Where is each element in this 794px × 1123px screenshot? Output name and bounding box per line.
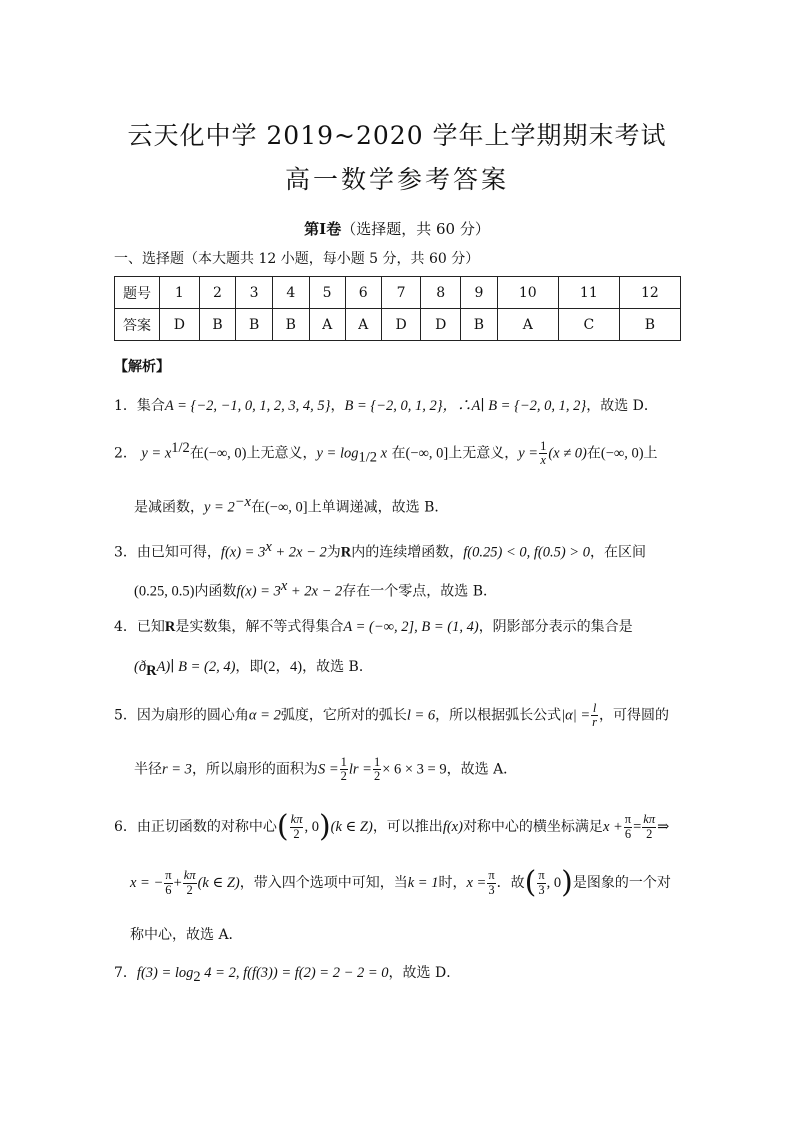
math-angle: α = 2 (248, 707, 281, 724)
math-exponent: −x (234, 494, 251, 510)
answer-table (114, 276, 681, 341)
fraction-denominator: 2 (293, 826, 300, 841)
math-fraction (290, 813, 304, 840)
math-zero: , 0 (546, 875, 562, 891)
fraction-numerator: kπ (643, 812, 656, 827)
section-heading (0, 218, 794, 239)
text: ，即 (235, 659, 264, 675)
analysis-q3-line2 (134, 578, 497, 601)
text: ，故选 B． (302, 659, 373, 675)
text: ，故选 D． (388, 965, 461, 981)
text: ，在区间 (589, 544, 646, 561)
text: 在 (189, 445, 204, 462)
math-lhs: S = (317, 761, 339, 778)
math-expression: f(3) = log (136, 965, 194, 981)
math-k-integer: (k ∈ Z) (330, 819, 373, 835)
math-set-b: B = {−2, 0, 1, 2} (344, 398, 443, 414)
analysis-q7 (114, 962, 460, 986)
left-paren: ( (524, 865, 537, 900)
math-implies: ⇒ (657, 819, 670, 835)
fraction-denominator: 6 (624, 826, 632, 841)
text: 上单调递减，故选 B． (307, 499, 449, 516)
math-mid: lr = (348, 761, 372, 778)
question-number: 10 (497, 277, 558, 309)
fraction-numerator: kπ (290, 812, 303, 827)
exam-subtitle: 高一数学参考答案 (284, 165, 509, 194)
analysis-q1 (114, 394, 658, 415)
math-function: f(x) = 3 (220, 544, 266, 561)
right-paren: ) (318, 809, 331, 844)
text: ．故 (496, 875, 525, 891)
text: 在 (391, 445, 406, 462)
text: ，阴影部分表示的集合是 (478, 619, 633, 635)
analysis-q5-line1 (114, 702, 669, 729)
text: 为 (326, 544, 341, 561)
math-arc: l = 6 (406, 707, 436, 724)
fraction-denominator: 2 (646, 826, 653, 841)
answer-cell: D (160, 309, 200, 341)
analysis-q6-line2 (130, 865, 671, 900)
fraction-numerator: 1 (340, 755, 347, 769)
math-set-a: A = {−2, −1, 0, 1, 2, 3, 4, 5} (164, 398, 331, 414)
fraction-denominator: 3 (488, 882, 495, 897)
question-number: 7 (381, 277, 421, 309)
analysis-heading: 【解析】 (114, 359, 170, 375)
text: 上 (643, 445, 658, 462)
math-intersection: ，∴A∣ B = {−2, 0, 1, 2} (442, 398, 587, 414)
row-label-answer: 答案 (115, 309, 160, 341)
fraction-denominator: 2 (186, 882, 193, 897)
text: ，可以推出 (372, 819, 443, 835)
question-number: 5 (309, 277, 345, 309)
math-interval: (2，4) (263, 659, 303, 675)
q-number: 5． (114, 707, 137, 724)
fraction-denominator: 2 (373, 769, 381, 784)
question-number: 8 (421, 277, 461, 309)
math-interval: (0.25, 0.5) (134, 583, 195, 600)
math-fraction (537, 869, 545, 896)
text: 半径 (134, 761, 162, 778)
text: ，故选 D． (586, 398, 658, 414)
analysis-q3-line1 (114, 539, 646, 562)
math-exp-fn: y = 2 (204, 499, 235, 516)
analysis-q4-line1 (114, 616, 633, 636)
math-fx: f(x) (442, 819, 463, 835)
fraction-denominator: x (540, 453, 546, 468)
text: 上无意义， (448, 445, 519, 462)
exam-title: 云天化中学 2019~2020 学年上学期期末考试 (127, 121, 667, 150)
q-number: 2． (114, 445, 137, 462)
math-log-base: 1/2 (358, 449, 378, 466)
math-exponent: x (280, 578, 288, 594)
text: 时， (438, 875, 467, 891)
section-detail: （选择题，共 60 分） (341, 220, 490, 238)
math-reals: R (164, 619, 176, 635)
fraction-denominator: 2 (340, 769, 347, 784)
math-condition: (x ≠ 0) (548, 445, 587, 462)
text: 存在一个零点，故选 B． (342, 583, 498, 600)
answer-cell: A (309, 309, 345, 341)
math-k-integer: (k ∈ Z) (197, 875, 240, 891)
text: 在 (250, 499, 265, 516)
math-function: f(x) = 3 (236, 583, 281, 600)
math-lhs: x + (602, 819, 623, 835)
math-log-arg: x (377, 445, 388, 462)
math-power: y = x (141, 445, 172, 462)
answer-cell: B (461, 309, 498, 341)
answer-cell: B (619, 309, 680, 341)
fraction-numerator: l (592, 701, 597, 715)
analysis-q4-line2 (134, 655, 373, 680)
text: 在 (586, 445, 601, 462)
text: ，带入四个选项中可知，当 (239, 875, 408, 891)
analysis-q6-line1 (114, 809, 670, 844)
fraction-numerator: π (624, 812, 632, 827)
fraction-numerator: 1 (540, 439, 547, 454)
text: 由已知可得， (136, 544, 221, 561)
math-zero: , 0 (304, 819, 319, 835)
question-number: 6 (345, 277, 381, 309)
math-fraction (591, 702, 598, 729)
math-complement-rest: A)∣ B = (2, 4) (156, 659, 236, 675)
analysis-q5-line2 (134, 756, 517, 783)
math-equals: = (633, 819, 642, 835)
analysis-q6-line3: 称中心，故选 A． (130, 927, 243, 943)
question-number: 4 (272, 277, 309, 309)
question-number: 12 (619, 277, 680, 309)
answer-cell: A (345, 309, 381, 341)
math-fraction (642, 813, 656, 840)
text: 已知 (136, 619, 165, 635)
text: 因为扇形的圆心角 (136, 707, 249, 724)
math-interval: (−∞, 0] (264, 499, 308, 516)
answer-cell: D (421, 309, 461, 341)
fraction-numerator: π (538, 868, 545, 883)
part-one-label: 一、选择题（本大题共 12 小题，每小题 5 分，共 60 分） (114, 251, 480, 267)
answer-cell: B (199, 309, 236, 341)
text: ，所以扇形的面积为 (191, 761, 318, 778)
math-reals: R (340, 544, 352, 561)
answer-row (115, 309, 681, 341)
right-paren: ) (561, 865, 573, 900)
row-label-number: 题号 (115, 277, 160, 309)
question-number: 1 (160, 277, 200, 309)
question-number: 2 (199, 277, 236, 309)
math-fraction (487, 869, 495, 896)
answer-cell: C (558, 309, 619, 341)
text: 对称中心的横坐标满足 (462, 819, 603, 835)
math-lhs: y = (518, 445, 539, 462)
answer-cell: A (497, 309, 558, 341)
math-expression-rest: 4 = 2, f(f(3)) = f(2) = 2 − 2 = 0 (200, 965, 389, 981)
math-fraction (624, 813, 632, 840)
section-name: 第Ⅰ卷 (304, 220, 342, 238)
math-inequality: f(0.25) < 0, f(0.5) > 0 (463, 544, 590, 561)
analysis-q2-line2 (134, 494, 448, 517)
fraction-denominator: 6 (165, 882, 172, 897)
fraction-numerator: 1 (373, 755, 381, 769)
text: 是减函数， (134, 499, 204, 516)
text: 是实数集，解不等式得集合 (175, 619, 344, 635)
math-complement-sub: R (146, 662, 157, 679)
q-number: 3． (114, 544, 137, 561)
text: 上无意义， (246, 445, 317, 462)
math-fraction (340, 756, 348, 783)
math-fraction (373, 756, 381, 783)
math-k-one: k = 1 (407, 875, 439, 891)
text: ， (330, 398, 345, 414)
question-number: 11 (558, 277, 619, 309)
q-number: 7． (114, 965, 137, 981)
math-plus: + (173, 875, 182, 891)
math-x-eq: x = − (130, 875, 164, 891)
q-number: 6． (114, 819, 137, 835)
question-number: 3 (236, 277, 273, 309)
fraction-numerator: π (165, 868, 172, 883)
math-exponent: x (265, 539, 272, 555)
text: ，所以根据弧长公式 (435, 707, 562, 724)
text: 内的连续增函数， (351, 544, 464, 561)
fraction-denominator: 3 (538, 882, 545, 897)
analysis-q2-line1 (114, 440, 658, 467)
math-complement: (ð (134, 659, 147, 675)
math-fraction (164, 869, 172, 896)
text: 弧度，它所对的弧长 (280, 707, 407, 724)
math-function-rest: + 2x − 2 (287, 583, 343, 600)
answer-cell: B (272, 309, 309, 341)
math-fraction (183, 869, 197, 896)
text: 由正切函数的对称中心 (136, 819, 277, 835)
answer-cell: B (236, 309, 273, 341)
math-interval: (−∞, 0) (203, 445, 247, 462)
math-function-rest: + 2x − 2 (271, 544, 327, 561)
fraction-numerator: π (488, 868, 495, 883)
question-number: 9 (461, 277, 498, 309)
text: ，故选 A． (446, 761, 518, 778)
math-x-val: x = (466, 875, 487, 891)
text: 是图象的一个对 (572, 875, 671, 891)
text: 集合 (136, 398, 165, 414)
math-log: y = log (316, 445, 359, 462)
fraction-denominator: r (592, 715, 598, 730)
answer-cell: D (381, 309, 421, 341)
math-interval: (−∞, 0) (600, 445, 644, 462)
math-sets: A = (−∞, 2], B = (1, 4) (343, 619, 479, 635)
q-number: 1． (114, 398, 137, 414)
fraction-numerator: kπ (183, 868, 196, 883)
math-interval: (−∞, 0] (405, 445, 449, 462)
math-fraction (539, 440, 547, 467)
q-number: 4． (114, 619, 137, 635)
math-lhs: |α| = (561, 707, 591, 724)
left-paren: ( (276, 809, 289, 844)
text: 内函数 (194, 583, 237, 600)
math-log-base: 2 (193, 968, 201, 985)
math-product: × 6 × 3 = 9 (382, 761, 447, 778)
question-number-row (115, 277, 681, 309)
math-radius: r = 3 (162, 761, 192, 778)
text: ，可得圆的 (599, 707, 670, 724)
math-exponent: 1/2 (171, 440, 190, 456)
